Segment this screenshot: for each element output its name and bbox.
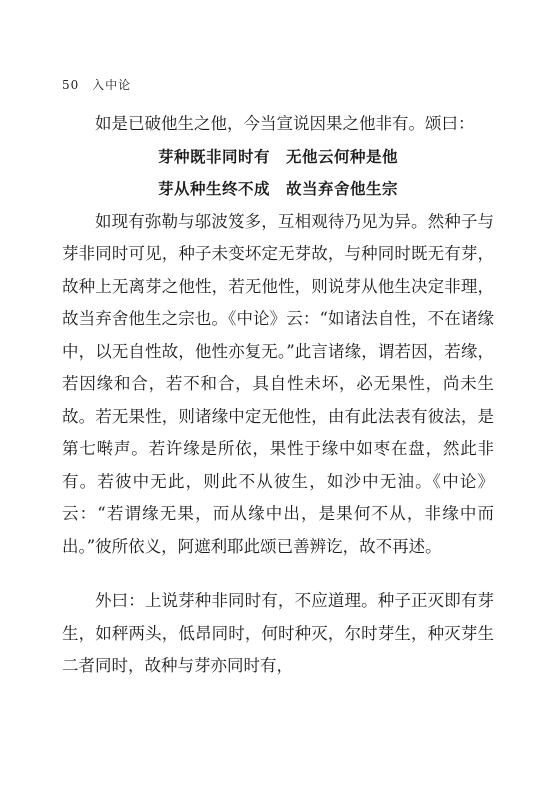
book-title: 入中论 [92, 78, 132, 92]
page-number: 50 [62, 78, 80, 92]
objection-paragraph: 外曰：上说芽种非同时有，不应道理。种子正灭即有芽生，如秤两头，低昂同时，何时种灭，尔时芽生，种灭芽生二者同时，故种与芽亦同时有， [62, 591, 494, 675]
paragraph-gap [62, 563, 494, 585]
verse-line-2: 芽从种生终不成 故当弃舍他生宗 [157, 180, 398, 198]
verse-line-1: 芽种既非同时有 无他云何种是他 [157, 147, 398, 166]
intro-paragraph: 如是已破他生之他，今当宣说因果之他非有。颂曰： [95, 114, 475, 133]
running-head [62, 76, 131, 93]
commentary-paragraph: 如现有弥勒与邬波笈多，互相观待乃见为异。然种子与芽非同时可见，种子未变坏定无芽故，与种同时既无有芽，故种上无离芽之他性，若无他性，则说芽从他生决定非理，故当弃舍他生之宗也。《中论》云：“如诸法自性，不在诸缘中，以无自性故，他性亦复无。”此言诸缘，谓若因，若缘，若因缘和合，若不和合，具自性未坏，必无果性，尚未生故。若无果性，则诸缘中定无他性，由有此法表有彼法，是第七啭声。若许缘是所依，果性于缘中如枣在盘，然此非有。若彼中无此，则此不从彼生，如沙中无油。《中论》云：“若谓缘无果，而从缘中出，是果何不从，非缘中而出。”彼所依义，阿遮利耶此颂已善辨讫，故不再述。 [62, 211, 494, 556]
body-text [62, 108, 494, 683]
